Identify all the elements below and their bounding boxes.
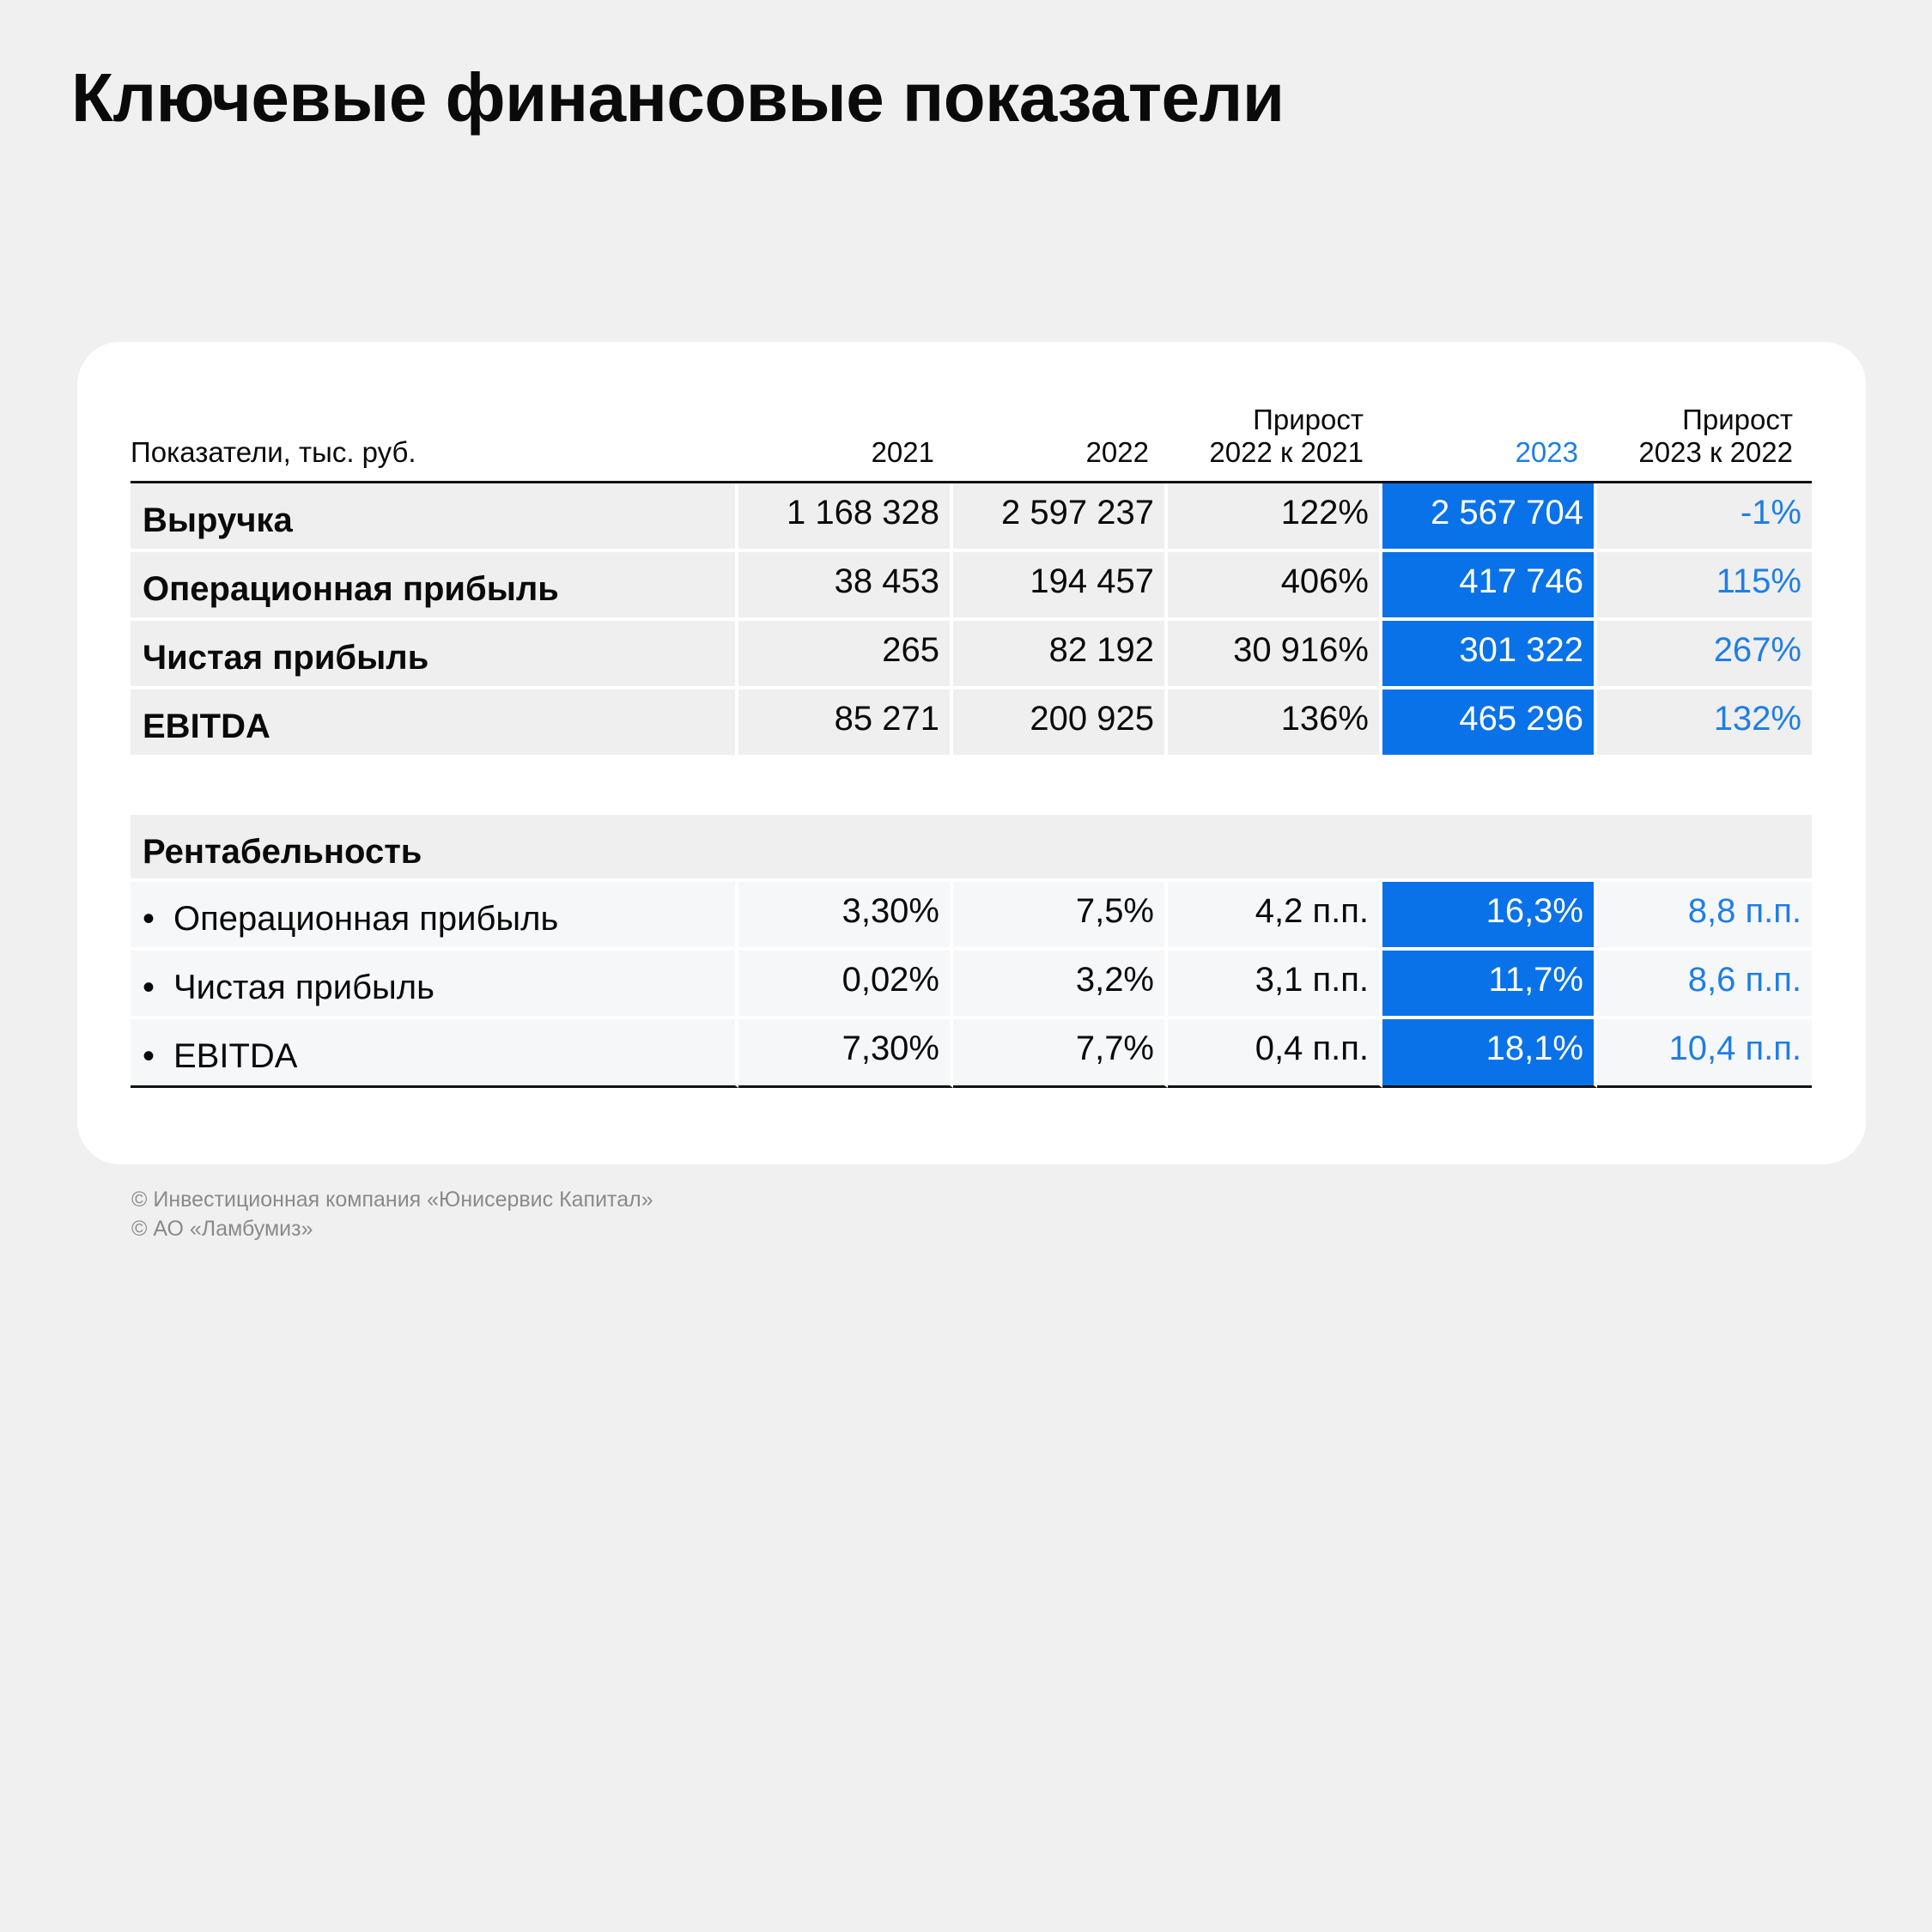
cell-growth1: 30 916% bbox=[1168, 621, 1382, 690]
header-2023: 2023 bbox=[1382, 393, 1597, 483]
cell-2022: 200 925 bbox=[953, 690, 1168, 758]
cell-2022: 7,5% bbox=[953, 882, 1168, 951]
header-growth1-line2: 2022 к 2021 bbox=[1209, 436, 1364, 468]
cell-2021: 38 453 bbox=[738, 552, 953, 621]
bullet-icon: • bbox=[143, 968, 155, 1006]
bullet-icon: • bbox=[143, 1037, 155, 1075]
cell-growth2: 115% bbox=[1597, 552, 1812, 621]
cell-2022: 194 457 bbox=[953, 552, 1168, 621]
cell-2021: 1 168 328 bbox=[738, 483, 953, 552]
row-label: EBITDA bbox=[131, 690, 738, 758]
header-growth-2023-2022 bbox=[1597, 393, 1812, 483]
sub-row-text: EBITDA bbox=[173, 1037, 298, 1075]
cell-2022: 7,7% bbox=[953, 1019, 1168, 1088]
cell-2022: 2 597 237 bbox=[953, 483, 1168, 552]
cell-growth1: 3,1 п.п. bbox=[1168, 951, 1382, 1019]
cell-growth2: 8,6 п.п. bbox=[1597, 951, 1812, 1019]
header-growth2-line2: 2023 к 2022 bbox=[1638, 436, 1793, 468]
cell-growth1: 4,2 п.п. bbox=[1168, 882, 1382, 951]
cell-growth1: 122% bbox=[1168, 483, 1382, 552]
cell-2021: 0,02% bbox=[738, 951, 953, 1019]
copyright-line: © АО «Ламбумиз» bbox=[131, 1217, 313, 1241]
table-card bbox=[77, 342, 1866, 1164]
header-growth2-line1: Прирост bbox=[1682, 404, 1793, 435]
cell-growth2: 10,4 п.п. bbox=[1597, 1019, 1812, 1088]
table-header-row bbox=[131, 393, 1812, 483]
sub-row-label bbox=[131, 882, 738, 951]
table-row bbox=[131, 690, 1812, 758]
header-2021: 2021 bbox=[738, 393, 953, 483]
table-row bbox=[131, 621, 1812, 690]
sub-row-text: Операционная прибыль bbox=[173, 899, 559, 938]
section-row bbox=[131, 815, 1812, 882]
cell-2021: 3,30% bbox=[738, 882, 953, 951]
cell-2022: 3,2% bbox=[953, 951, 1168, 1019]
copyright-footer bbox=[131, 1185, 653, 1243]
copyright-line: © Инвестиционная компания «Юнисервис Капитал» bbox=[131, 1188, 653, 1212]
row-label: Выручка bbox=[131, 483, 738, 552]
cell-2023: 417 746 bbox=[1382, 552, 1597, 621]
header-label: Показатели, тыс. руб. bbox=[131, 393, 738, 483]
cell-growth2: 8,8 п.п. bbox=[1597, 882, 1812, 951]
table-row bbox=[131, 483, 1812, 552]
header-growth-2022-2021 bbox=[1168, 393, 1382, 483]
cell-growth1: 0,4 п.п. bbox=[1168, 1019, 1382, 1088]
financial-table bbox=[131, 393, 1812, 1088]
sub-row-text: Чистая прибыль bbox=[173, 968, 434, 1006]
sub-row-label bbox=[131, 951, 738, 1019]
cell-2023: 2 567 704 bbox=[1382, 483, 1597, 552]
cell-growth2: 132% bbox=[1597, 690, 1812, 758]
cell-growth1: 406% bbox=[1168, 552, 1382, 621]
table-row bbox=[131, 552, 1812, 621]
cell-2023: 16,3% bbox=[1382, 882, 1597, 951]
cell-growth1: 136% bbox=[1168, 690, 1382, 758]
cell-2023: 11,7% bbox=[1382, 951, 1597, 1019]
cell-growth2: -1% bbox=[1597, 483, 1812, 552]
cell-2023: 465 296 bbox=[1382, 690, 1597, 758]
cell-2021: 265 bbox=[738, 621, 953, 690]
section-title: Рентабельность bbox=[131, 815, 1812, 882]
cell-2021: 7,30% bbox=[738, 1019, 953, 1088]
table-row bbox=[131, 882, 1812, 951]
bullet-icon: • bbox=[143, 899, 155, 938]
table-spacer bbox=[131, 758, 1812, 815]
header-2022: 2022 bbox=[953, 393, 1168, 483]
cell-growth2: 267% bbox=[1597, 621, 1812, 690]
cell-2023: 18,1% bbox=[1382, 1019, 1597, 1088]
sub-row-label bbox=[131, 1019, 738, 1088]
page-title: Ключевые финансовые показатели bbox=[71, 59, 1285, 136]
cell-2021: 85 271 bbox=[738, 690, 953, 758]
cell-2023: 301 322 bbox=[1382, 621, 1597, 690]
row-label: Операционная прибыль bbox=[131, 552, 738, 621]
header-growth1-line1: Прирост bbox=[1253, 404, 1364, 435]
cell-2022: 82 192 bbox=[953, 621, 1168, 690]
table-row bbox=[131, 1019, 1812, 1088]
row-label: Чистая прибыль bbox=[131, 621, 738, 690]
table-row bbox=[131, 951, 1812, 1019]
